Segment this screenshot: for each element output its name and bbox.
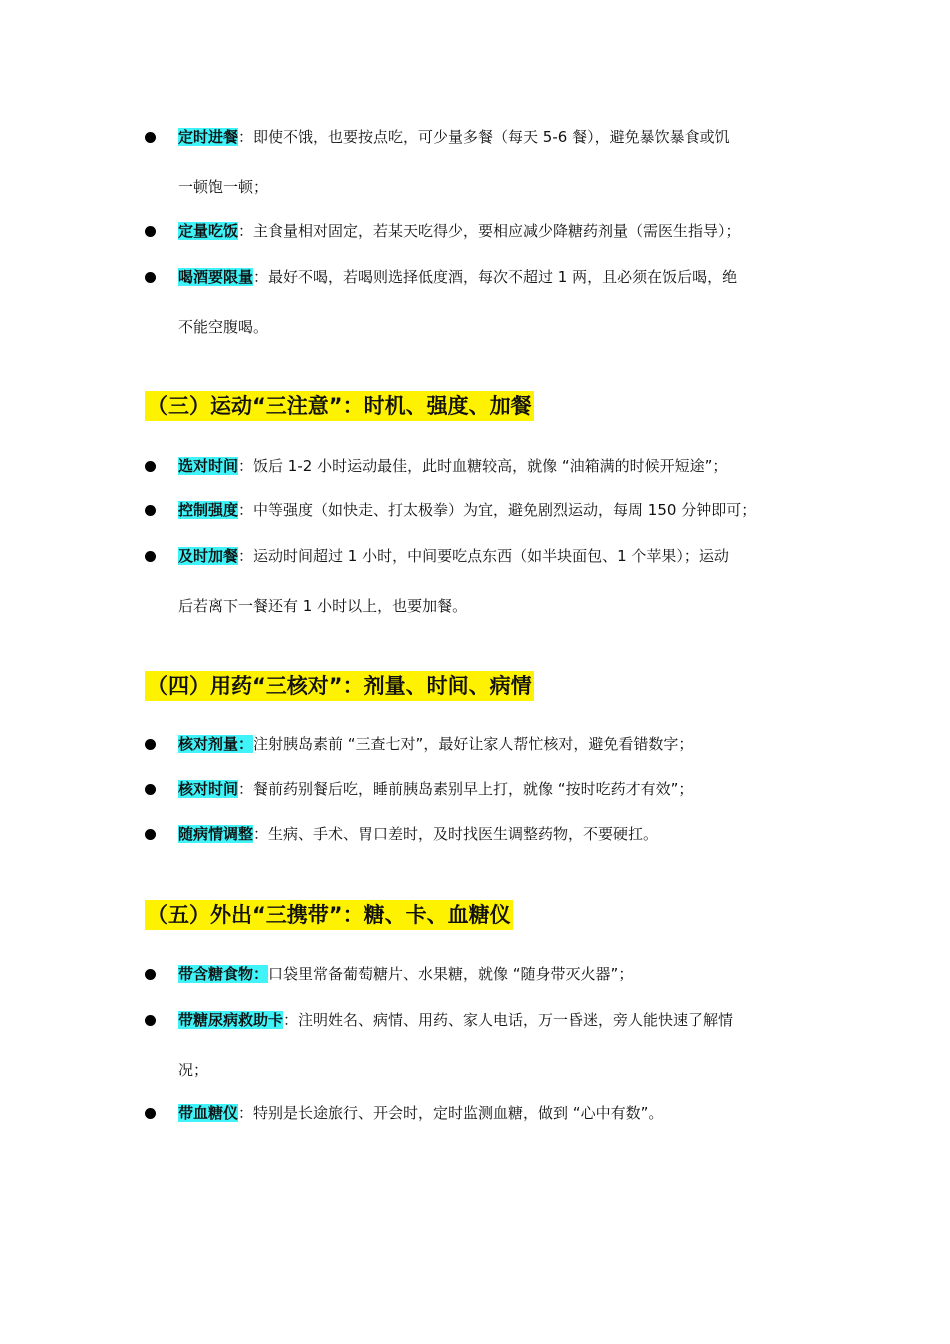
- list-item-line: 及时加餐：运动时间超过 1 小时，中间要吃点东西（如半块面包、1 个苹果）；运动: [178, 547, 729, 565]
- term-highlight: 定量吃饭: [178, 222, 239, 240]
- section-heading: （四）用药“三核对”：剂量、时间、病情: [145, 671, 534, 701]
- item-text: 注明姓名、病情、用药、家人电话，万一昏迷，旁人能快速了解情: [298, 1011, 734, 1029]
- item-text: 特别是长途旅行、开会时，定时监测血糖，做到 “心中有数”。: [253, 1104, 664, 1122]
- bullet-icon: [145, 969, 156, 980]
- bullet-icon: [145, 829, 156, 840]
- list-item-line: 定量吃饭：主食量相对固定，若某天吃得少，要相应减少降糖药剂量（需医生指导）；: [178, 222, 741, 240]
- item-text: 即使不饿，也要按点吃，可少量多餐（每天 5-6 餐），避免暴饮暴食或饥: [253, 128, 730, 146]
- item-text: 饭后 1-2 小时运动最佳，此时血糖较高，就像 “油箱满的时候开短途”；: [253, 457, 728, 475]
- term-highlight: 核对剂量：: [178, 735, 254, 753]
- item-text-continued: 不能空腹喝。: [178, 318, 269, 336]
- bullet-icon: [145, 272, 156, 283]
- list-item-line: [178, 963, 633, 985]
- list-item-line: 带血糖仪：特别是长途旅行、开会时，定时监测血糖，做到 “心中有数”。: [178, 1104, 664, 1122]
- list-item-line: 随病情调整：生病、手术、胃口差时，及时找医生调整药物，不要硬扛。: [178, 825, 659, 843]
- item-text: 口袋里常备葡萄糖片、水果糖，就像 “随身带灭火器”；: [268, 965, 634, 983]
- term-highlight: 及时加餐: [178, 547, 239, 565]
- bullet-icon: [145, 226, 156, 237]
- bullet-icon: [145, 505, 156, 516]
- list-item-line: 带糖尿病救助卡：注明姓名、病情、用药、家人电话，万一昏迷，旁人能快速了解情: [178, 1011, 734, 1029]
- item-text: 最好不喝，若喝则选择低度酒，每次不超过 1 两，且必须在饭后喝，绝: [268, 268, 738, 286]
- term-highlight: 控制强度: [178, 501, 239, 519]
- term-highlight: 喝酒要限量: [178, 268, 254, 286]
- item-text: 运动时间超过 1 小时，中间要吃点东西（如半块面包、1 个苹果）；运动: [253, 547, 729, 565]
- item-text: 生病、手术、胃口差时，及时找医生调整药物，不要硬扛。: [268, 825, 659, 843]
- list-item-line: 选对时间：饭后 1-2 小时运动最佳，此时血糖较高，就像 “油箱满的时候开短途”；: [178, 457, 728, 475]
- term-highlight: 带血糖仪: [178, 1104, 239, 1122]
- item-text-continued: 一顿饱一顿；: [178, 178, 269, 196]
- term-highlight: 选对时间: [178, 457, 239, 475]
- item-text-continued: 况；: [178, 1061, 209, 1079]
- section-heading: （三）运动“三注意”：时机、强度、加餐: [145, 391, 534, 421]
- list-item-line: [178, 733, 693, 755]
- item-text-continued: 后若离下一餐还有 1 小时以上，也要加餐。: [178, 597, 468, 615]
- bullet-icon: [145, 784, 156, 795]
- term-highlight: 随病情调整: [178, 825, 254, 843]
- item-text: 注射胰岛素前 “三查七对”，最好让家人帮忙核对，避免看错数字；: [253, 735, 694, 753]
- item-text: 主食量相对固定，若某天吃得少，要相应减少降糖药剂量（需医生指导）；: [253, 222, 741, 240]
- section-heading: （五）外出“三携带”：糖、卡、血糖仪: [145, 900, 513, 930]
- item-text: 餐前药别餐后吃，睡前胰岛素别早上打，就像 “按时吃药才有效”；: [253, 780, 694, 798]
- list-item-line: 控制强度：中等强度（如快走、打太极拳）为宜，避免剧烈运动，每周 150 分钟即可；: [178, 501, 757, 519]
- term-highlight: 带含糖食物：: [178, 965, 269, 983]
- term-highlight: 核对时间: [178, 780, 239, 798]
- bullet-icon: [145, 1015, 156, 1026]
- bullet-icon: [145, 739, 156, 750]
- list-item-line: 喝酒要限量：最好不喝，若喝则选择低度酒，每次不超过 1 两，且必须在饭后喝，绝: [178, 268, 738, 286]
- term-highlight: 定时进餐: [178, 128, 239, 146]
- bullet-icon: [145, 1108, 156, 1119]
- term-highlight: 带糖尿病救助卡: [178, 1011, 284, 1029]
- bullet-icon: [145, 551, 156, 562]
- bullet-icon: [145, 461, 156, 472]
- list-item-line: 定时进餐：即使不饿，也要按点吃，可少量多餐（每天 5-6 餐），避免暴饮暴食或饥: [178, 128, 730, 146]
- bullet-icon: [145, 132, 156, 143]
- item-text: 中等强度（如快走、打太极拳）为宜，避免剧烈运动，每周 150 分钟即可；: [253, 501, 757, 519]
- list-item-line: 核对时间：餐前药别餐后吃，睡前胰岛素别早上打，就像 “按时吃药才有效”；: [178, 780, 694, 798]
